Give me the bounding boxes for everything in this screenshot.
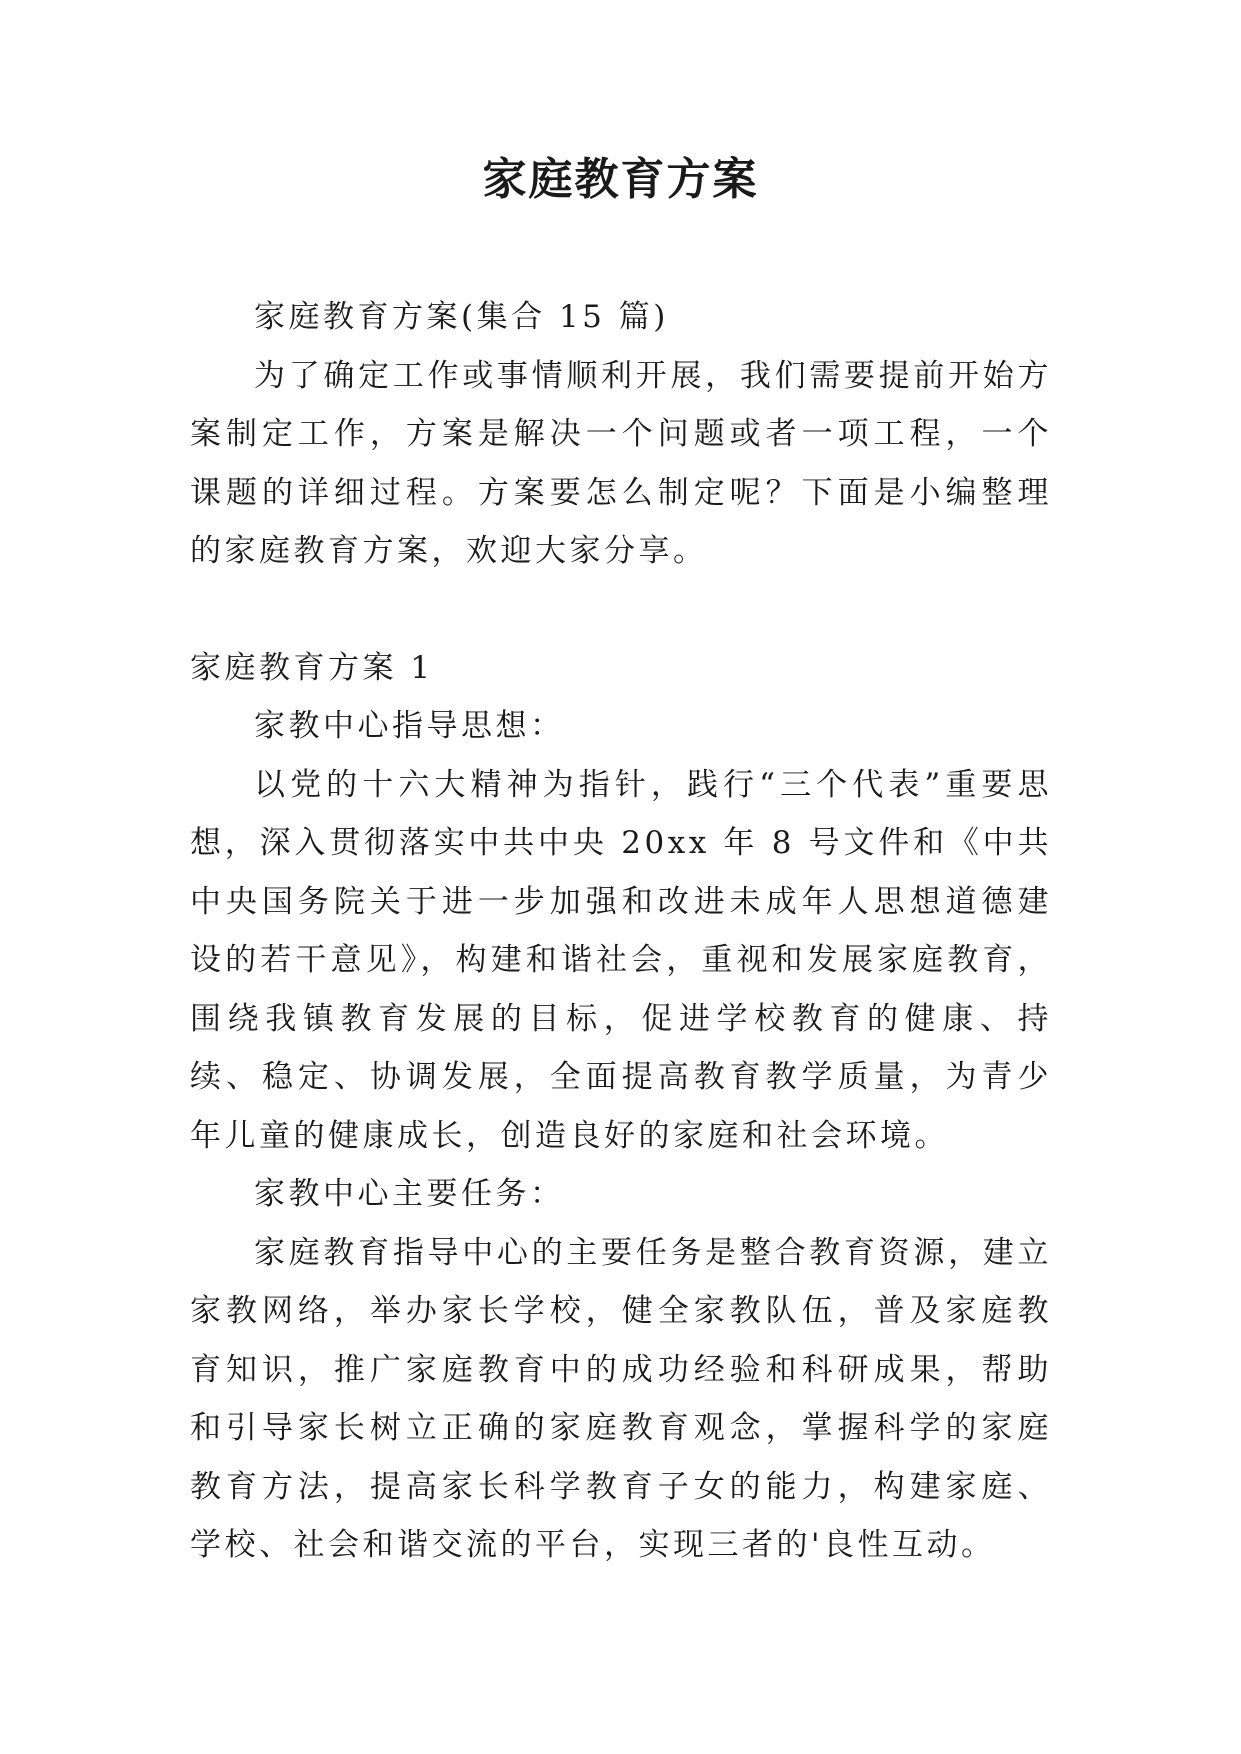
document-subtitle: 家庭教育方案(集合 15 篇) — [254, 299, 669, 335]
tasks-label: 家教中心主要任务： — [254, 1176, 565, 1212]
guiding-label: 家教中心指导思想： — [254, 708, 565, 744]
guiding-paragraph: 以党的十六大精神为指针，践行“三个代表”重要思想，深入贯彻落实中共中央 20xx 年 8 号文件和《中共中央国务院关于进一步加强和改进未成年人思想道德建设的若干意见》，构建和谐社会，重视和发展家庭教育，围绕我镇教育发展的目标，促进学校教育的健康、持续、稳定、协调发展，全面提高教育教学质量，为青少年儿童的健康成长，创造良好的家庭和社会环境。 — [190, 766, 1052, 1154]
section-heading: 家庭教育方案 1 — [190, 649, 434, 686]
intro-paragraph: 为了确定工作或事情顺利开展，我们需要提前开始方案制定工作，方案是解决一个问题或者一项工程，一个课题的详细过程。方案要怎么制定呢？下面是小编整理的家庭教育方案，欢迎大家分享。 — [190, 357, 1052, 569]
document-body — [190, 288, 1052, 1575]
document-title: 家庭教育方案 — [482, 154, 759, 205]
tasks-paragraph: 家庭教育指导中心的主要任务是整合教育资源，建立家教网络，举办家长学校，健全家教队伍，普及家庭教育知识，推广家庭教育中的成功经验和科研成果，帮助和引导家长树立正确的家庭教育观念，掌握科学的家庭教育方法，提高家长科学教育子女的能力，构建家庭、学校、社会和谐交流的平台，实现三者的'良性互动。 — [190, 1234, 1052, 1563]
